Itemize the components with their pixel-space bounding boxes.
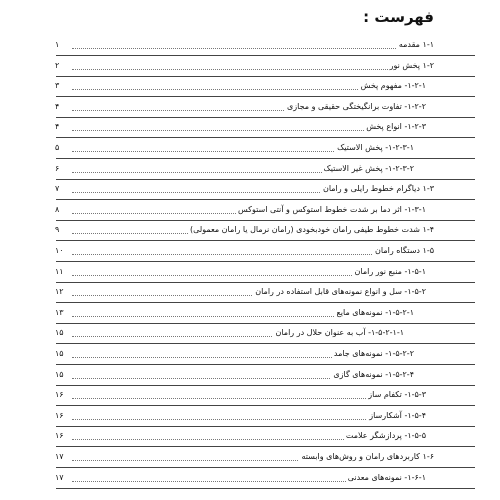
- toc-entry-label: ۱-۵-۲-۴- نمونه‌های گازی: [331, 368, 414, 382]
- row-divider: [56, 179, 475, 180]
- toc-entry-label: ۱-۵-۵- پردازشگر علامت: [344, 429, 426, 443]
- toc-page-number: ۳: [55, 81, 60, 90]
- toc-entry-label: ۱-۲-۲- تفاوت برانگیختگی حقیقی و مجازی: [285, 100, 426, 114]
- toc-entry[interactable]: [0, 306, 500, 324]
- row-divider: [56, 96, 475, 97]
- row-divider: [56, 343, 475, 344]
- toc-entry[interactable]: [0, 203, 500, 221]
- toc-entry[interactable]: [0, 141, 500, 159]
- toc-entry[interactable]: [0, 79, 500, 97]
- page-title: فهرست :: [363, 8, 434, 26]
- row-divider: [56, 199, 475, 200]
- toc-page-number: ۱۳: [55, 308, 64, 317]
- row-divider: [56, 76, 475, 77]
- toc-entry-label: ۱-۵ دستگاه رامان: [373, 244, 434, 258]
- toc-page-number: ۲: [55, 61, 60, 70]
- toc-entry-label: ۱-۵-۱- منبع نور رامان: [353, 265, 426, 279]
- toc-entry[interactable]: [0, 471, 500, 489]
- toc-page-number: ۱۵: [55, 349, 64, 358]
- row-divider: [56, 467, 475, 468]
- row-divider: [56, 261, 475, 262]
- row-divider: [56, 117, 475, 118]
- row-divider: [56, 405, 475, 406]
- toc-dot-leader: [72, 48, 430, 49]
- toc-page-number: ۴: [55, 102, 60, 111]
- toc-entry[interactable]: [0, 59, 500, 77]
- row-divider: [56, 446, 475, 447]
- row-divider: [56, 220, 475, 221]
- toc-entry-label: ۱-۶-۱- نمونه‌های معدنی: [346, 471, 426, 485]
- toc-entry[interactable]: [0, 450, 500, 468]
- toc-entry[interactable]: [0, 223, 500, 241]
- toc-page-number: ۴: [55, 122, 60, 131]
- toc-entry[interactable]: [0, 285, 500, 303]
- toc-page-number: ۱۱: [55, 267, 64, 276]
- toc-entry-label: ۱-۵-۳- تکفام ساز: [366, 388, 426, 402]
- toc-entry-label: ۱-۶ کاربردهای رامان و روش‌های وابسته: [299, 450, 434, 464]
- toc-page-number: ۷: [55, 184, 60, 193]
- toc-entry-label: ۱-۳ دیاگرام خطوط رایلی و رامان: [321, 182, 434, 196]
- toc-entry[interactable]: [0, 326, 500, 344]
- toc-entry[interactable]: [0, 347, 500, 365]
- toc-entry[interactable]: [0, 100, 500, 118]
- toc-page-number: ۱۵: [55, 370, 64, 379]
- toc-page-number: ۱: [55, 40, 60, 49]
- row-divider: [56, 302, 475, 303]
- toc-entry-label: ۱-۵-۲-۱- نمونه‌های مایع: [335, 306, 414, 320]
- toc-page-number: ۱۲: [55, 287, 64, 296]
- toc-entry[interactable]: [0, 368, 500, 386]
- toc-entry[interactable]: [0, 244, 500, 262]
- row-divider: [56, 240, 475, 241]
- toc-page-number: ۱۷: [55, 473, 64, 482]
- toc-dot-leader: [72, 69, 430, 70]
- toc-entry[interactable]: [0, 409, 500, 427]
- row-divider: [56, 158, 475, 159]
- toc-entry-label: ۱-۵-۲-۱-۱- آب به عنوان حلال در رامان: [273, 326, 404, 340]
- toc-page-number: ۹: [55, 225, 60, 234]
- toc-entry-label: ۱-۳-۱- اثر دما بر شدت خطوط استوکس و آنتی استوکس: [236, 203, 426, 217]
- row-divider: [56, 364, 475, 365]
- toc-page-number: ۵: [55, 143, 60, 152]
- toc-entry[interactable]: [0, 388, 500, 406]
- toc-page-number: ۶: [55, 164, 60, 173]
- toc-entry[interactable]: [0, 120, 500, 138]
- row-divider: [56, 137, 475, 138]
- toc-entry[interactable]: [0, 265, 500, 283]
- toc-entry-label: ۱-۲-۳-۲- پخش غیر الاستیک: [322, 162, 414, 176]
- toc-page-number: ۱۶: [55, 390, 64, 399]
- toc-entry-label: ۱-۲-۱- مفهوم پخش: [359, 79, 426, 93]
- toc-entry-label: ۱-۵-۴- آشکارساز: [367, 409, 426, 423]
- toc-entry-label: ۱-۴ شدت خطوط طیفی رامان خودبخودی (رامان نرمال یا رامان معمولی): [188, 223, 434, 237]
- row-divider: [56, 282, 475, 283]
- toc-entry-label: ۱-۵-۲- سل و انواع نمونه‌های قابل استفاده در رامان: [253, 285, 426, 299]
- row-divider: [56, 385, 475, 386]
- toc-entry[interactable]: [0, 162, 500, 180]
- toc-entry-label: ۱-۲ پخش نور: [388, 59, 434, 73]
- toc-entry[interactable]: [0, 38, 500, 56]
- toc-entry[interactable]: [0, 182, 500, 200]
- toc-page-number: ۱۰: [55, 246, 64, 255]
- row-divider: [56, 426, 475, 427]
- toc-page-number: ۸: [55, 205, 60, 214]
- row-divider: [56, 488, 475, 489]
- toc-page-number: ۱۶: [55, 411, 64, 420]
- row-divider: [56, 55, 475, 56]
- toc-entry[interactable]: [0, 429, 500, 447]
- toc-entry-label: ۱-۲-۳-۱- پخش الاستیک: [335, 141, 414, 155]
- toc-page-number: ۱۷: [55, 452, 64, 461]
- toc-page-number: ۱۶: [55, 431, 64, 440]
- toc-entry-label: ۱-۱ مقدمه: [397, 38, 434, 52]
- toc-page-number: ۱۵: [55, 328, 64, 337]
- row-divider: [56, 323, 475, 324]
- toc-entry-label: ۱-۵-۲-۲- نمونه‌های جامد: [332, 347, 414, 361]
- toc-entry-label: ۱-۲-۳- انواع پخش: [364, 120, 426, 134]
